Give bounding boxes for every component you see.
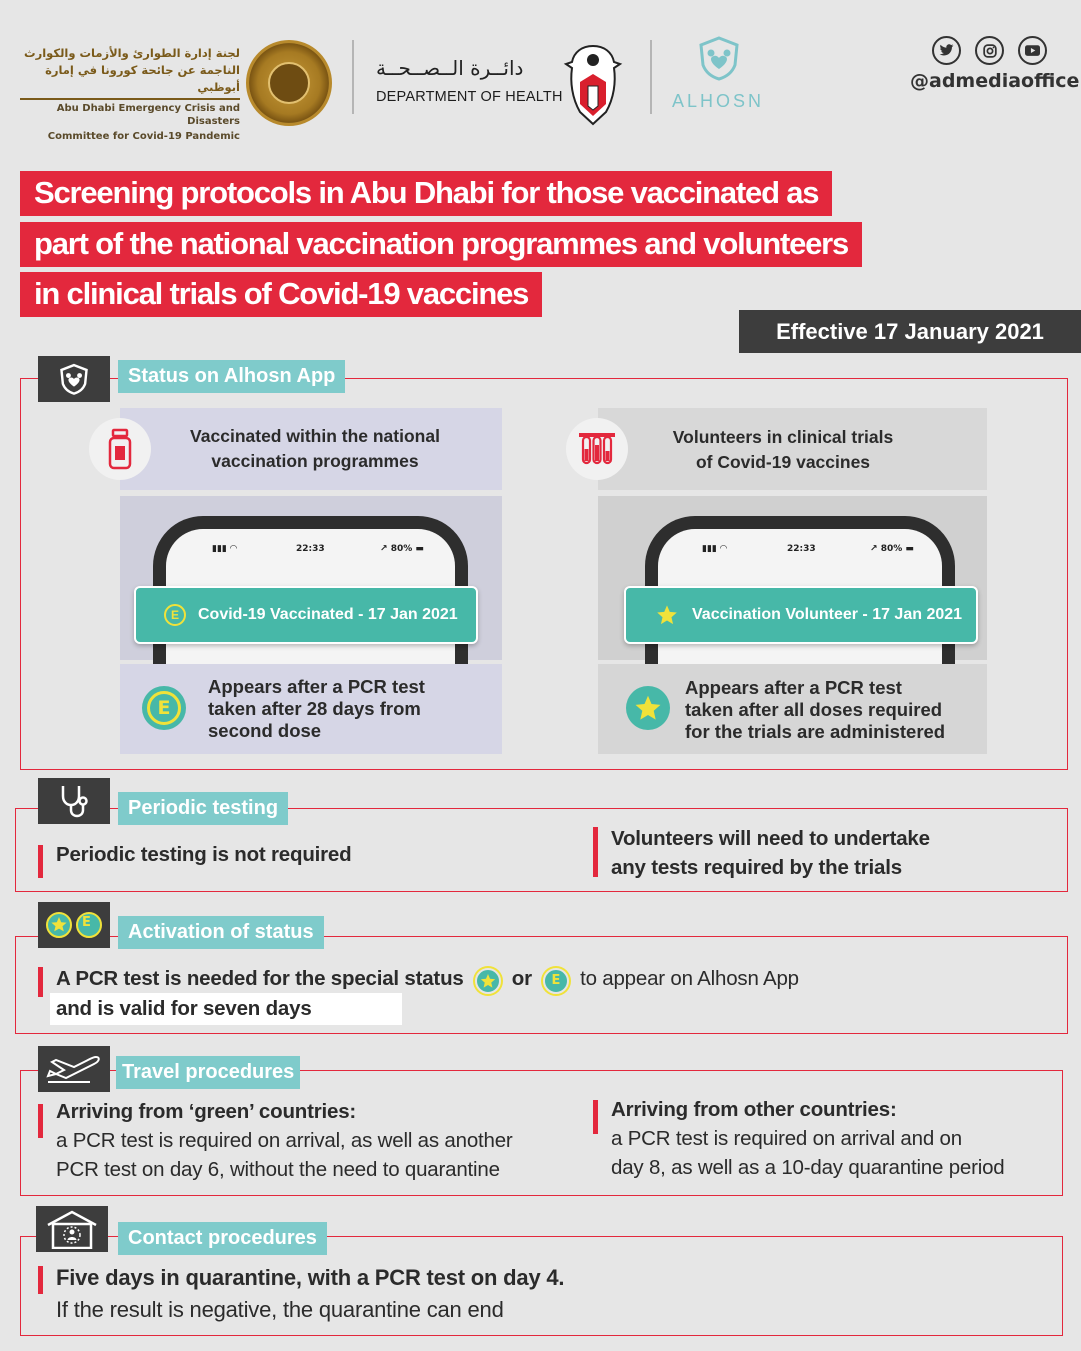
airplane-icon [46, 1054, 102, 1084]
contact-text-line2: If the result is negative, the quarantine can end [56, 1297, 504, 1322]
phone-battery: ↗ 80% ▬ [380, 544, 424, 554]
star-inline-icon [475, 968, 501, 994]
activation-or: or [511, 967, 532, 990]
periodic-left-bar [38, 845, 43, 878]
committee-name-ar-1: لجنة إدارة الطوارئ والأزمات والكوارث [24, 46, 240, 60]
committee-name [20, 45, 240, 143]
status-section-label: Status on Alhosn App [118, 360, 345, 393]
vaccinated-panel-title: Vaccinated within the national vaccination programmes [190, 426, 440, 471]
contact-section-label: Contact procedures [118, 1222, 327, 1255]
home-quarantine-icon [44, 1209, 100, 1249]
contact-section-icon [36, 1206, 108, 1252]
periodic-right-bar [593, 827, 598, 877]
travel-left-bar [38, 1104, 43, 1138]
committee-divider [20, 98, 240, 100]
twitter-icon[interactable] [932, 36, 961, 65]
shield-heart-icon [58, 362, 90, 396]
instagram-icon[interactable] [975, 36, 1004, 65]
contact-bar [38, 1266, 43, 1294]
header-divider [352, 40, 354, 114]
volunteer-status-pill [624, 586, 978, 644]
travel-right-text: Arriving from other countries: a PCR test is required on arrival and on day 8, as well as a 10-day quarantine period [611, 1098, 1005, 1179]
committee-name-en-1: Abu Dhabi Emergency Crisis and Disasters [56, 102, 240, 127]
activation-text-line2: and is valid for seven days [56, 996, 312, 1020]
e-badge-icon: E [147, 691, 181, 725]
activation-section-icon [38, 902, 110, 948]
phone-battery: ↗ 80% ▬ [870, 544, 914, 554]
e-inline-icon: E [543, 968, 569, 994]
committee-seal-emblem [268, 62, 310, 104]
volunteer-status-text: Vaccination Volunteer - 17 Jan 2021 [692, 606, 963, 623]
activation-text-bold: A PCR test is needed for the special status [56, 967, 464, 990]
star-badge-icon [634, 694, 662, 722]
effective-date-banner: Effective 17 January 2021 [739, 310, 1081, 353]
star-status-icon [656, 604, 678, 626]
stethoscope-icon [59, 784, 89, 818]
volunteers-footer-text: Appears after a PCR test taken after all doses required for the trials are administered [685, 677, 946, 742]
periodic-left-text: Periodic testing is not required [56, 843, 352, 866]
e-status-icon: E [164, 604, 186, 626]
periodic-section-label: Periodic testing [118, 792, 288, 825]
contact-text-line1: Five days in quarantine, with a PCR test on day 4. [56, 1265, 565, 1290]
volunteers-panel-title: Volunteers in clinical trials of Covid-19 vaccines [672, 427, 894, 472]
phone-signal-icon: ▮▮▮ ◠ [702, 544, 727, 554]
youtube-icon[interactable] [1018, 36, 1047, 65]
test-tubes-icon [577, 429, 617, 469]
vaccinated-footer-text: Appears after a PCR test taken after 28 days from second dose [208, 676, 425, 741]
activation-text-tail: to appear on Alhosn App [580, 967, 799, 990]
committee-name-en-2: Committee for Covid-19 Pandemic [47, 130, 240, 142]
title-line-1: Screening protocols in Abu Dhabi for those vaccinated as [20, 171, 832, 216]
status-section-icon [38, 356, 110, 402]
travel-section-icon [38, 1046, 110, 1092]
e-letter: E [82, 915, 91, 930]
alhosn-wordmark: ALHOSN [672, 91, 765, 111]
star-badge [626, 686, 670, 730]
star-and-e-icons [43, 910, 105, 940]
periodic-section-icon [38, 778, 110, 824]
travel-right-bar [593, 1100, 598, 1134]
travel-left-text: Arriving from ‘green’ countries: a PCR test is required on arrival, as well as another PCR test on day 6, without the need to quarantine [56, 1100, 513, 1181]
periodic-right-text: Volunteers will need to undertake any tests required by the trials [611, 827, 930, 879]
test-tubes-icon-badge [566, 418, 628, 480]
title-line-2: part of the national vaccination programmes and volunteers [20, 222, 862, 267]
vaccinated-status-text: Covid-19 Vaccinated - 17 Jan 2021 [198, 606, 458, 623]
vaccine-vial-icon [107, 428, 133, 470]
doh-name-ar: دائــرة الــصــحــة [376, 56, 524, 80]
alhosn-logo-icon [696, 35, 742, 81]
title-line-3: in clinical trials of Covid-19 vaccines [20, 272, 542, 317]
activation-text [56, 964, 1046, 1023]
e-badge [142, 686, 186, 730]
phone-time: 22:33 [296, 544, 325, 554]
phone-time: 22:33 [787, 544, 816, 554]
doh-name-en: DEPARTMENT OF HEALTH [376, 89, 563, 105]
vaccinated-status-pill [134, 586, 478, 644]
phone-signal-icon: ▮▮▮ ◠ [212, 544, 237, 554]
activation-section-label: Activation of status [118, 916, 324, 949]
travel-section-label: Travel procedures [116, 1056, 300, 1089]
vial-icon-badge [89, 418, 151, 480]
falcon-emblem-logo [562, 42, 624, 126]
committee-name-ar-2: الناجمة عن جائحة كورونا في إمارة أبوظبي [45, 63, 240, 94]
social-handle[interactable]: @admediaoffice [910, 70, 1080, 92]
header-divider-2 [650, 40, 652, 114]
activation-bar [38, 967, 43, 997]
